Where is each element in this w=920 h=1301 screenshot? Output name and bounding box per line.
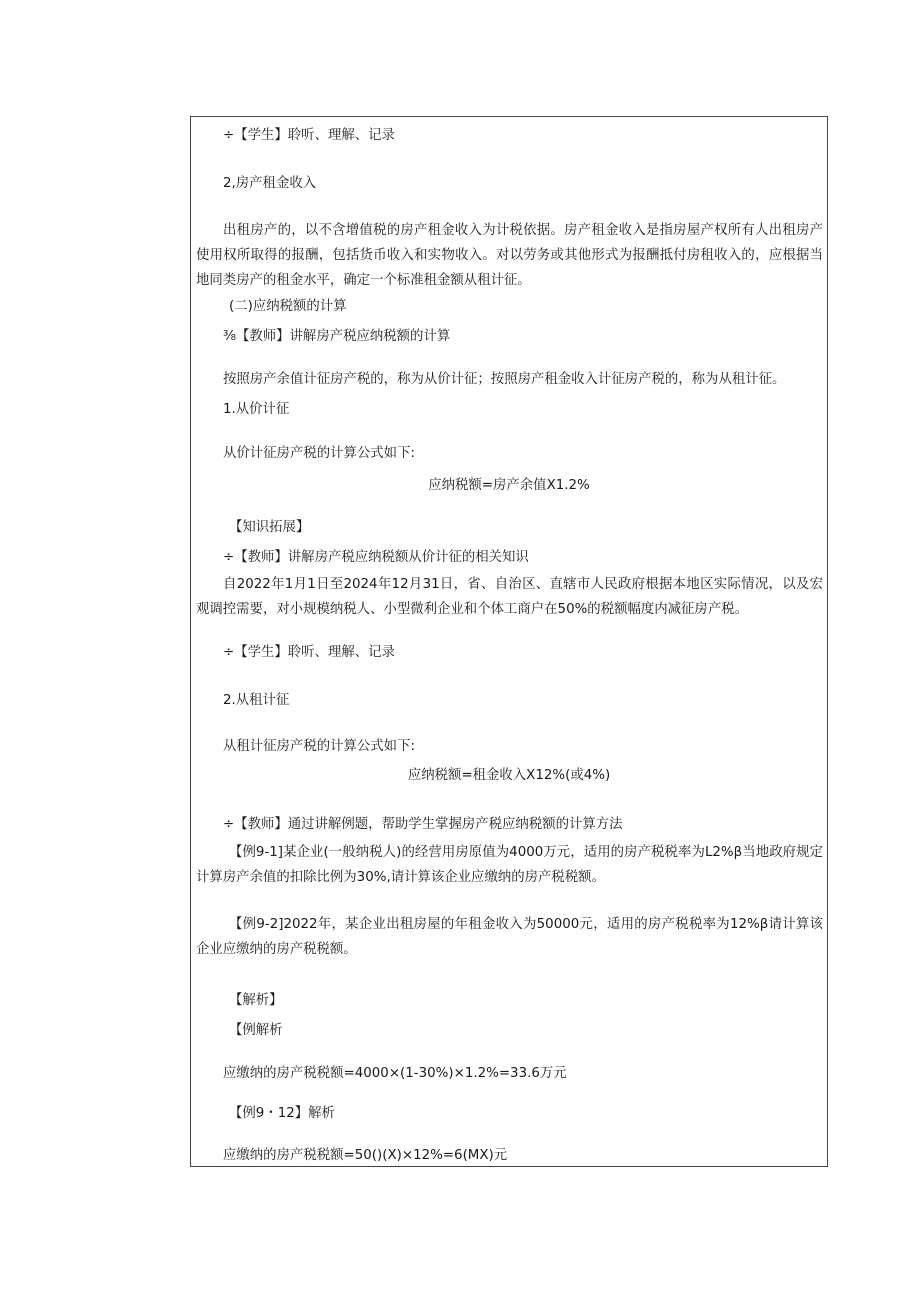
knowledge-extension-heading: 【知识拓展】 (229, 520, 310, 535)
subheading-by-rent: 2.从租计征 (223, 693, 290, 708)
student-activity-line: ÷【学生】聆听、理解、记录 (223, 128, 395, 143)
answer-9-1-line: 应缴纳的房产税税额=4000×(1-30%)×1.2%=33.6万元 (223, 1066, 567, 1081)
example-9-2-paragraph: 【例9-2]2022年，某企业出租房屋的年租金收入为50000元，适用的房产税税率为12%β请计算该企业应缴纳的房产税税额。 (196, 917, 823, 957)
formula-by-rent: 应纳税额=租金收入X12%(或4%) (407, 768, 611, 783)
tax-reduction-paragraph: 自2022年1月1日至2024年12月31日，省、自治区、直辖市人民政府根据本地区实际情况，以及宏观调控需要，对小规模纳税人、小型微利企业和个体工商户在50%的税额幅度内减征房产税。 (196, 577, 823, 617)
section-heading-rent-income: 2,房产租金收入 (223, 176, 317, 191)
formula-intro-line: 从价计征房产税的计算公式如下: (223, 446, 415, 461)
rent-income-paragraph: 出租房产的，以不含增值税的房产租金收入为计税依据。房产租金收入是指房屋产权所有人出租房产使用权所取得的报酬，包括货币收入和实物收入。对以劳务或其他形式为报酬抵付房租收入的，应根据当地同类房产的租金水平，确定一个标准租金额从租计征。 (196, 223, 823, 288)
section-heading-tax-calculation: (二)应纳税额的计算 (229, 299, 347, 314)
example-analysis-heading: 【例解析 (229, 1023, 283, 1038)
teacher-activity-line: ⅜【教师】讲解房产税应纳税额的计算 (223, 329, 451, 344)
formula-by-value: 应纳税额=房产余值X1.2% (428, 478, 590, 493)
example-9-1-paragraph: 【例9-1]某企业(一般纳税人)的经营用房原值为4000万元，适用的房产税税率为L2%β当地政府规定计算房产余值的扣除比例为30%,请计算该企业应缴纳的房产税税额。 (196, 845, 823, 885)
analysis-heading: 【解析】 (229, 993, 283, 1008)
teacher-activity-line-2: ÷【教师】讲解房产税应纳税额从价计征的相关知识 (223, 550, 529, 565)
student-activity-line-2: ÷【学生】聆听、理解、记录 (223, 645, 395, 660)
formula-intro-line-2: 从租计征房产税的计算公式如下: (223, 739, 415, 754)
subheading-by-value: 1.从价计征 (223, 402, 290, 417)
answer-9-2-line: 应缴纳的房产税税额=50()(X)×12%=6(MX)元 (223, 1148, 508, 1163)
definition-line: 按照房产余值计征房产税的，称为从价计征；按照房产租金收入计征房产税的，称为从租计征。 (223, 372, 786, 387)
content-table-cell (190, 116, 828, 1167)
teacher-activity-line-3: ÷【教师】通过讲解例题，帮助学生掌握房产税应纳税额的计算方法 (223, 817, 623, 832)
example-9-12-analysis-heading: 【例9・12】解析 (229, 1106, 335, 1121)
